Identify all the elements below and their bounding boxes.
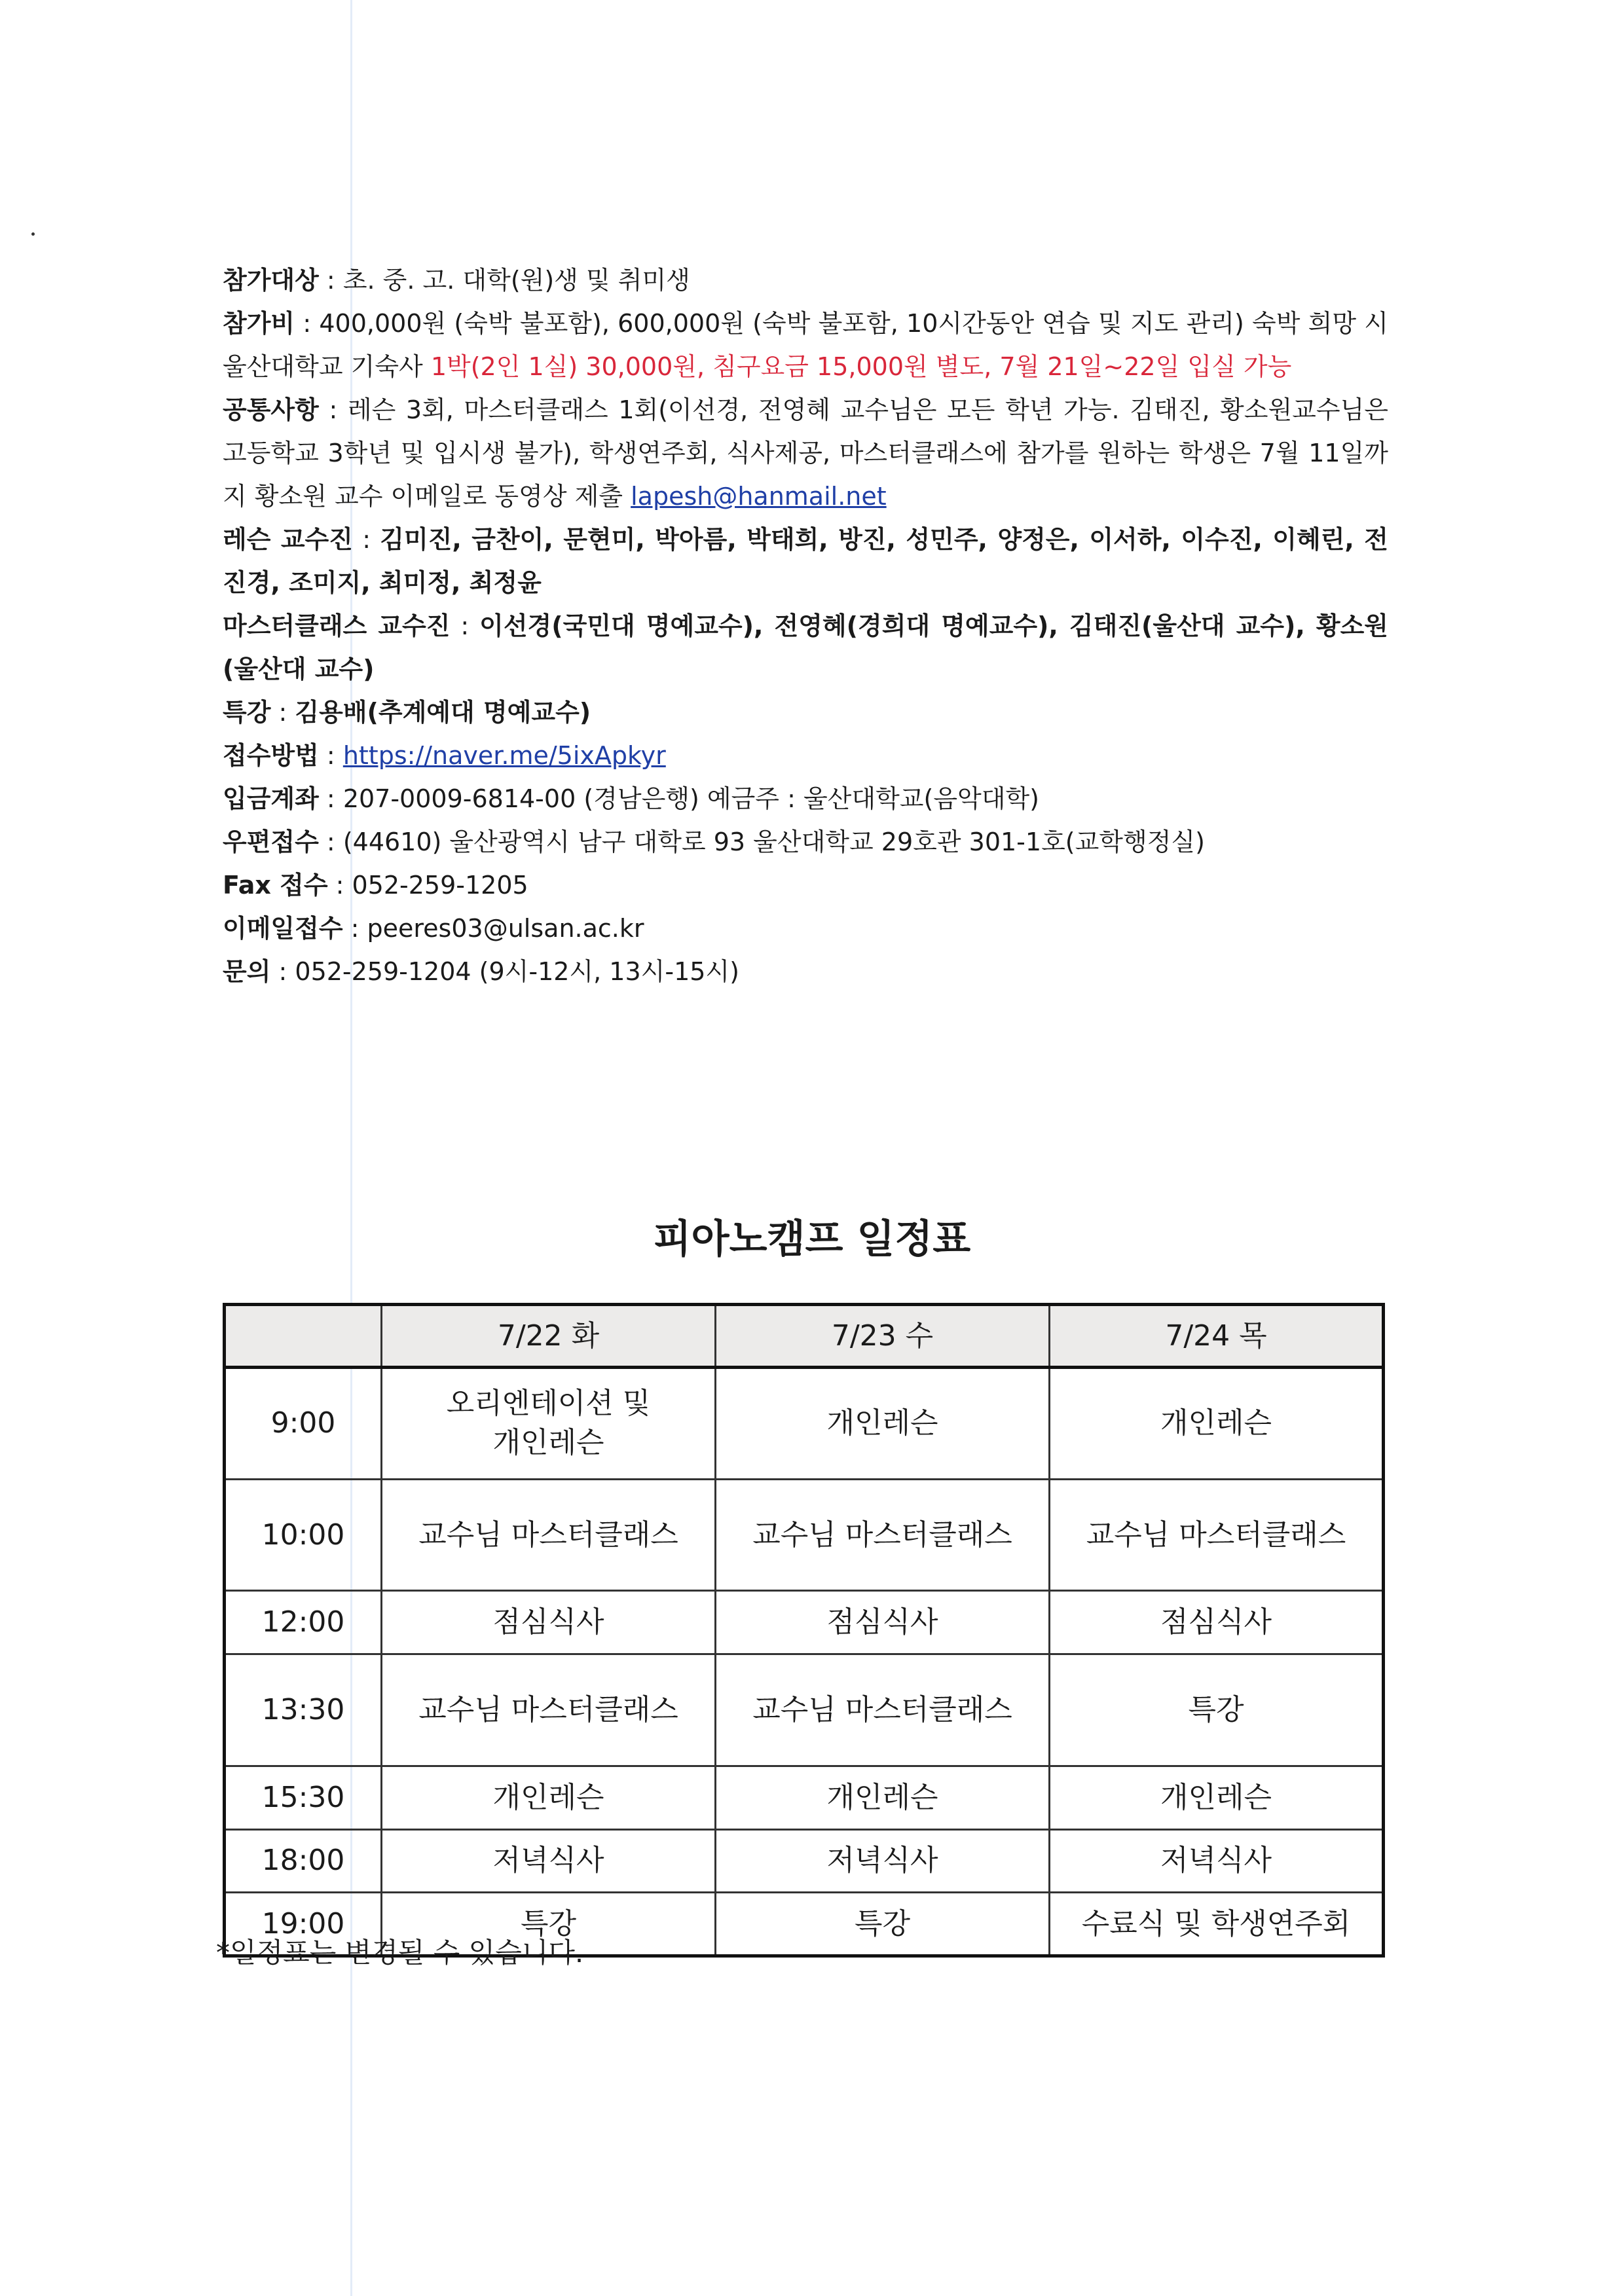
value-post: (44610) 울산광역시 남구 대학로 93 울산대학교 29호관 301-1호(교학행정실): [342, 828, 1205, 856]
table-row: [225, 1368, 1384, 1480]
time-cell: 12:00: [225, 1591, 382, 1654]
schedule-cell: 저녁식사: [382, 1829, 716, 1893]
value-fax: 052-259-1205: [352, 871, 528, 900]
info-fax: Fax 접수 : 052-259-1205: [223, 871, 528, 900]
label-account: 입금계좌: [223, 784, 319, 813]
value-lesson-faculty: 김미진, 금찬이, 문현미, 박아름, 박태희, 방진, 성민주, 양정은, 이서하, 이수진, 이혜린, 전진경, 조미지, 최미정, 최정윤: [223, 525, 1388, 597]
value-lodging-highlight: 1박(2인 1실) 30,000원, 침구요금 15,000원 별도, 7월 21일~22일 입실 가능: [430, 352, 1292, 381]
info-account: 입금계좌 : 207-0009-6814-00 (경남은행) 예금주 : 울산대학교(음악대학): [223, 784, 1039, 813]
info-section: [223, 259, 1388, 993]
info-special: 특강 : 김용배(추계예대 명예교수): [223, 698, 591, 727]
info-post: 우편접수 : (44610) 울산광역시 남구 대학로 93 울산대학교 29호관 301-1호(교학행정실): [223, 828, 1205, 856]
table-header-row: [225, 1305, 1384, 1368]
label-common: 공통사항: [223, 395, 319, 424]
schedule-cell: 수료식 및 학생연주회: [1050, 1893, 1384, 1956]
schedule-cell: 개인레슨: [1050, 1368, 1384, 1480]
info-fee: 참가비 : 400,000원 (숙박 불포함), 600,000원 (숙박 불포함, 10시간동안 연습 및 지도 관리) 숙박 희망 시 울산대학교 기숙사 1박(2인 1실) 30,000원, 침구요금 15,000원 별도, 7월 21일~22일 입실 가능: [223, 309, 1389, 381]
header-cell-day1: 7/22 화: [382, 1305, 716, 1368]
value-master-faculty: 이선경(국민대 명예교수), 전영혜(경희대 명예교수), 김태진(울산대 교수), 황소원(울산대 교수): [223, 611, 1388, 683]
schedule-cell: 개인레슨: [716, 1766, 1050, 1829]
schedule-cell: 특강: [1050, 1654, 1384, 1766]
schedule-cell: 점심식사: [1050, 1591, 1384, 1654]
schedule-cell: 개인레슨: [382, 1766, 716, 1829]
info-lesson-faculty: 레슨 교수진 : 김미진, 금찬이, 문현미, 박아름, 박태희, 방진, 성민주, 양정은, 이서하, 이수진, 이혜린, 전진경, 조미지, 최미정, 최정윤: [223, 525, 1388, 597]
schedule-cell: 저녁식사: [1050, 1829, 1384, 1893]
value-fee: 400,000원 (숙박 불포함), 600,000원 (숙박 불포함, 10시간동안 연습 및 지도 관리): [319, 309, 1244, 338]
label-contact: 문의: [223, 957, 271, 986]
label-email: 이메일접수: [223, 914, 343, 943]
schedule-cell: [382, 1368, 716, 1480]
table-row: [225, 1766, 1384, 1829]
table-row: [225, 1654, 1384, 1766]
label-apply: 접수방법: [223, 741, 319, 770]
value-email: peeres03@ulsan.ac.kr: [367, 914, 644, 943]
email-link[interactable]: lapesh@hanmail.net: [631, 482, 887, 511]
label-lesson-faculty: 레슨 교수진: [223, 525, 353, 554]
schedule-note: *일정표는 변경될 수 있습니다.: [216, 1937, 584, 1969]
time-cell: 15:30: [225, 1766, 382, 1829]
info-master-faculty: 마스터클래스 교수진 : 이선경(국민대 명예교수), 전영혜(경희대 명예교수), 김태진(울산대 교수), 황소원(울산대 교수): [223, 611, 1388, 683]
schedule-cell: 개인레슨: [1050, 1766, 1384, 1829]
time-cell: 18:00: [225, 1829, 382, 1893]
schedule-cell: 특강: [716, 1893, 1050, 1956]
schedule-cell: 특강: [382, 1893, 716, 1956]
value-lodging: 숙박 희망 시 울산대학교 기숙사: [223, 309, 1389, 381]
header-cell-empty: [225, 1305, 382, 1368]
info-common: 공통사항 : 레슨 3회, 마스터클래스 1회(이선경, 전영혜 교수님은 모든 학년 가능. 김태진, 황소원교수님은 고등학교 3학년 및 입시생 불가), 학생연주회, 식사제공, 마스터클래스에 참가를 원하는 학생은 7월 11일까지 황소원 교수 이메일로 동영상 제출 lapesh@hanmail.net: [223, 395, 1388, 511]
value-account: 207-0009-6814-00 (경남은행) 예금주 : 울산대학교(음악대학): [342, 784, 1039, 813]
info-target: 참가대상 : 초. 중. 고. 대학(원)생 및 취미생: [223, 266, 690, 295]
schedule-table: [223, 1303, 1385, 1958]
schedule-cell: 점심식사: [716, 1591, 1050, 1654]
header-cell-day2: 7/23 수: [716, 1305, 1050, 1368]
label-master-faculty: 마스터클래스 교수진: [223, 611, 451, 640]
header-cell-day3: 7/24 목: [1050, 1305, 1384, 1368]
schedule-cell: 교수님 마스터클래스: [1050, 1479, 1384, 1591]
value-target: 초. 중. 고. 대학(원)생 및 취미생: [342, 266, 690, 295]
label-fax: Fax 접수: [223, 871, 328, 900]
schedule-cell: 개인레슨: [716, 1368, 1050, 1480]
label-fee: 참가비: [223, 309, 295, 338]
table-row: [225, 1479, 1384, 1591]
schedule-cell-line: 개인레슨: [492, 1426, 604, 1460]
time-cell: 19:00: [225, 1893, 382, 1956]
label-target: 참가대상: [223, 266, 319, 295]
schedule-cell-line: 오리엔테이션 및: [446, 1387, 651, 1421]
value-common: 레슨 3회, 마스터클래스 1회(이선경, 전영혜 교수님은 모든 학년 가능. 김태진, 황소원교수님은 고등학교 3학년 및 입시생 불가), 학생연주회, 식사제공, 마스터클래스에 참가를 원하는 학생은 7월 11일까지 황소원 교수 이메일로 동영상 제출: [223, 395, 1388, 511]
table-row: [225, 1829, 1384, 1893]
value-contact: 052-259-1204 (9시-12시, 13시-15시): [295, 957, 739, 986]
schedule-cell: 교수님 마스터클래스: [716, 1654, 1050, 1766]
schedule-cell: 교수님 마스터클래스: [382, 1654, 716, 1766]
value-special: 김용배(추계예대 명예교수): [295, 698, 591, 727]
schedule-cell: 교수님 마스터클래스: [382, 1479, 716, 1591]
time-cell: 10:00: [225, 1479, 382, 1591]
apply-link[interactable]: https://naver.me/5ixApkyr: [342, 741, 666, 770]
info-email: 이메일접수 : peeres03@ulsan.ac.kr: [223, 914, 644, 943]
time-cell: 13:30: [225, 1654, 382, 1766]
schedule-title: 피아노캠프 일정표: [653, 1216, 971, 1262]
schedule-cell: 교수님 마스터클래스: [716, 1479, 1050, 1591]
info-apply: 접수방법 : https://naver.me/5ixApkyr: [223, 741, 666, 770]
info-contact: 문의 : 052-259-1204 (9시-12시, 13시-15시): [223, 957, 739, 986]
time-cell: 9:00: [225, 1368, 382, 1480]
label-post: 우편접수: [223, 828, 319, 856]
schedule-cell: 저녁식사: [716, 1829, 1050, 1893]
label-special: 특강: [223, 698, 271, 727]
table-row: [225, 1591, 1384, 1654]
scan-dot: [31, 232, 35, 236]
schedule-cell: 점심식사: [382, 1591, 716, 1654]
